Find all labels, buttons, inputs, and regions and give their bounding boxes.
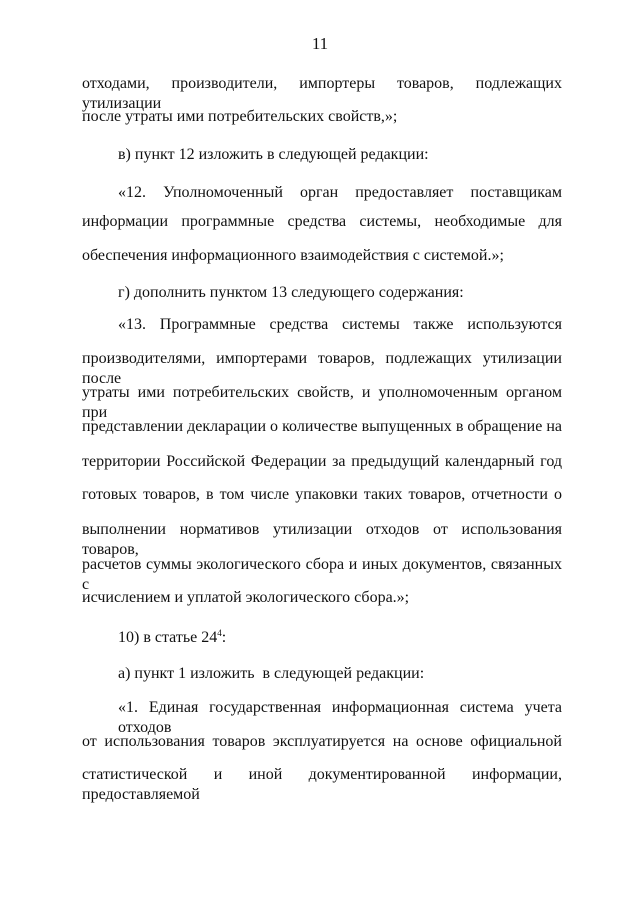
text-line: представлении декларации о количестве выпущенных в обращение на bbox=[82, 418, 562, 435]
text-line: выполнении нормативов утилизации отходов от использования товаров, bbox=[82, 521, 562, 558]
text-line: производителями, импортерами товаров, подлежащих утилизации после bbox=[82, 350, 562, 387]
superscript: 4 bbox=[217, 628, 222, 638]
article-ref: 10) в статье 24 bbox=[118, 629, 218, 646]
text-line: статистической и иной документированной информации, предоставляемой bbox=[82, 766, 562, 803]
text-line: а) пункт 1 изложить в следующей редакции: bbox=[118, 665, 425, 682]
text-line: «13. Программные средства системы также используются bbox=[118, 316, 562, 333]
text-line: отходами, производители, импортеры товаров, подлежащих утилизации bbox=[82, 75, 562, 112]
text-line: утраты ими потребительских свойств, и уполномоченным органом при bbox=[82, 384, 562, 421]
colon: : bbox=[221, 629, 227, 646]
text-line: «12. Уполномоченный орган предоставляет поставщикам bbox=[118, 184, 562, 201]
text-line: территории Российской Федерации за предыдущий календарный год bbox=[82, 453, 562, 470]
text-line: расчетов суммы экологического сбора и иных документов, связанных с bbox=[82, 556, 562, 593]
text-line: г) дополнить пунктом 13 следующего содержания: bbox=[118, 284, 464, 301]
text-line: информации программные средства системы, необходимые для bbox=[82, 213, 562, 230]
text-line: «1. Единая государственная информационная система учета отходов bbox=[118, 699, 562, 736]
text-line: после утраты ими потребительских свойств,»; bbox=[82, 108, 398, 125]
text-line: исчислением и уплатой экологического сбора.»; bbox=[82, 589, 410, 606]
text-line: от использования товаров эксплуатируется на основе официальной bbox=[82, 733, 562, 750]
text-line: обеспечения информационного взаимодействия с системой.»; bbox=[82, 247, 504, 264]
text-line: в) пункт 12 изложить в следующей редакции: bbox=[118, 146, 429, 163]
page-number: 11 bbox=[311, 34, 329, 53]
text-line bbox=[118, 628, 562, 648]
text-line: готовых товаров, в том числе упаковки таких товаров, отчетности о bbox=[82, 486, 562, 503]
